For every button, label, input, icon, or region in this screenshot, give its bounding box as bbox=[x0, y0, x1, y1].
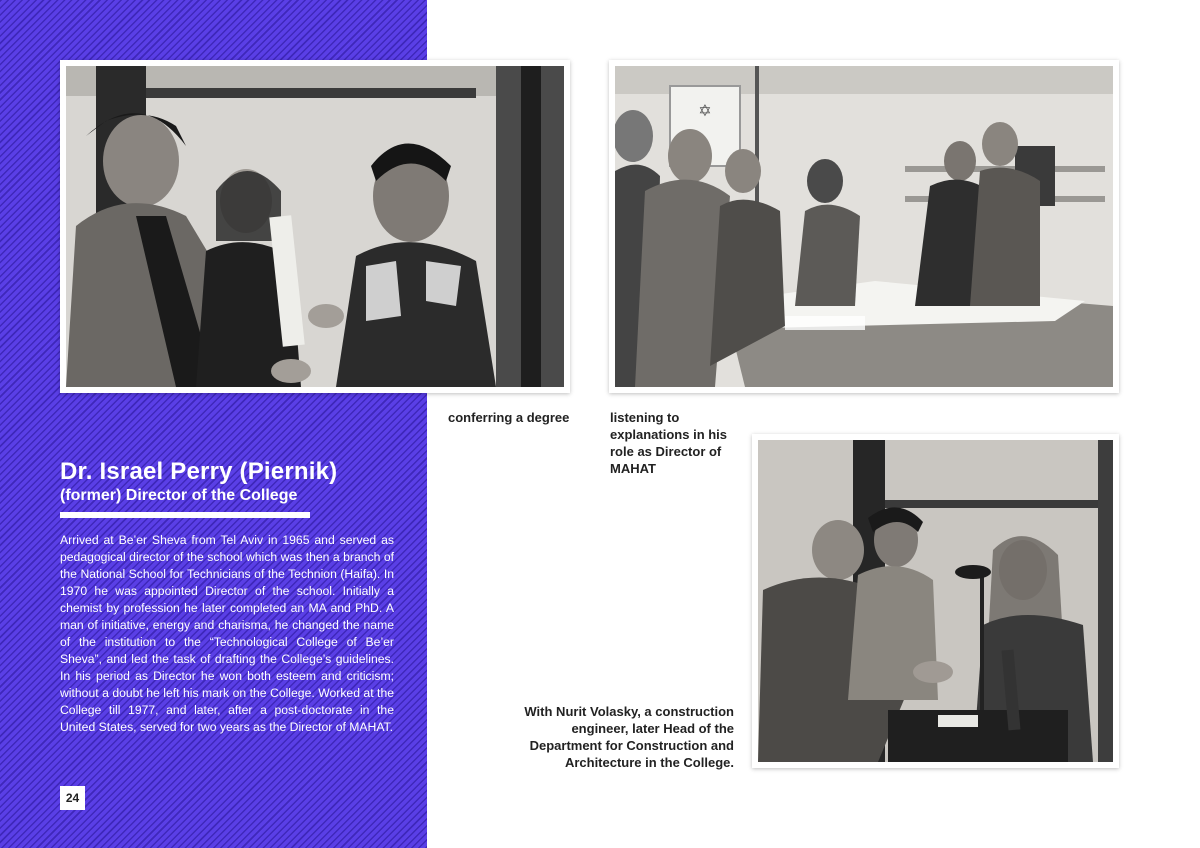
caption-nurit-volasky: With Nurit Volasky, a construction engineer, later Head of the Department for Construction and Architecture in the College. bbox=[524, 704, 734, 770]
photo-listening-explanations-image bbox=[615, 66, 1113, 387]
caption-listening-explanations: listening to explanations in his role as Director of MAHAT bbox=[610, 410, 728, 476]
page-subtitle: (former) Director of the College bbox=[60, 487, 298, 504]
svg-text:✡: ✡ bbox=[698, 101, 712, 120]
page-number: 24 bbox=[60, 786, 85, 810]
title-underline-divider bbox=[60, 512, 310, 518]
photo-listening-explanations bbox=[609, 60, 1119, 393]
photo-with-nurit-volasky-image bbox=[758, 440, 1113, 762]
biography-text: Arrived at Be’er Sheva from Tel Aviv in 1965 and served as pedagogical director of the school which was then a branch of the National School for Technicians of the Technion (Haifa). In 1970 he was appointed Director of the school. Initially a chemist by profession he later completed an MA and PhD. A man of initiative, energy and charisma, he changed the name of the institution to the “Technological College of Be’er Sheva”, and led the task of drafting the College’s guidelines. In his period as Director he won both esteem and criticism; without a doubt he left his mark on the College. Worked at the College till 1977, and later, after a post-doctorate in the United States, served for two years as the Director of MAHAT. bbox=[60, 533, 394, 734]
photo-with-nurit-volasky bbox=[752, 434, 1119, 768]
page-title: Dr. Israel Perry (Piernik) bbox=[60, 458, 338, 485]
photo-conferring-degree-image bbox=[66, 66, 564, 387]
photo-conferring-degree bbox=[60, 60, 570, 393]
caption-conferring-degree: conferring a degree bbox=[448, 410, 570, 425]
